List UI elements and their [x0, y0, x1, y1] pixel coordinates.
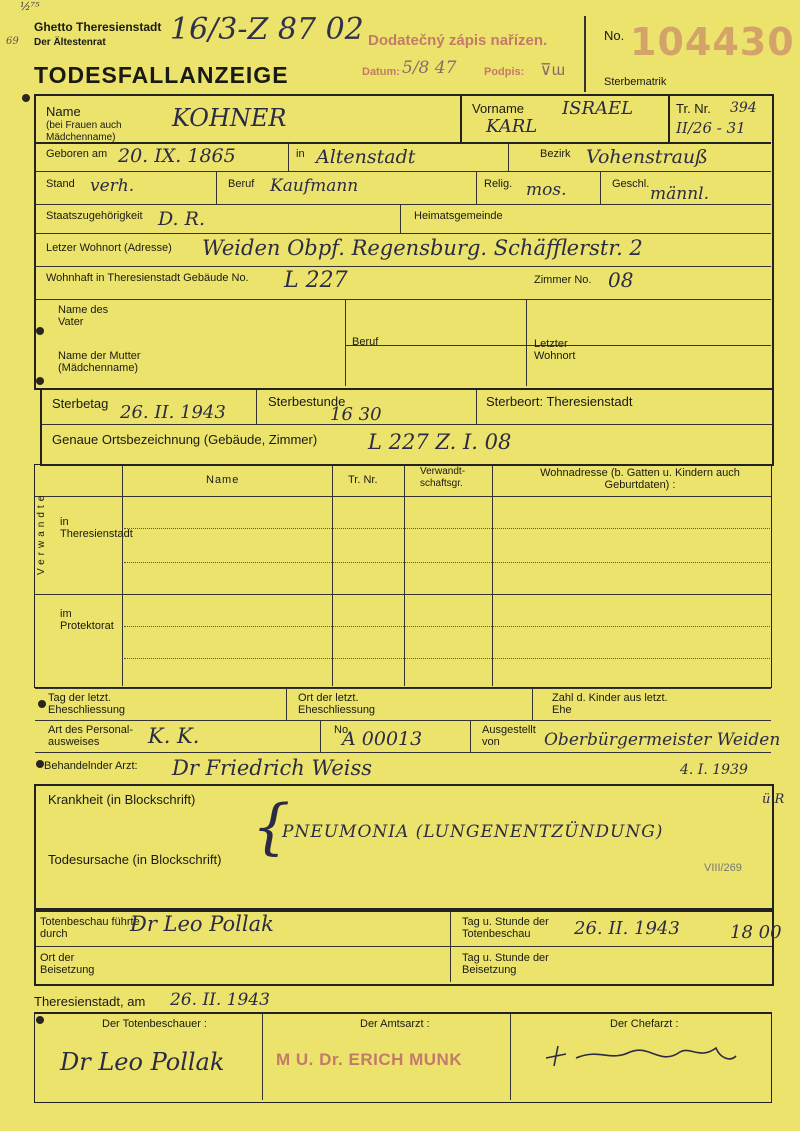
- relig-label: Relig.: [484, 178, 513, 190]
- marriage-date-label: Tag der letzt. Eheschliessung: [48, 692, 126, 716]
- examination-date-value: 26. II. 1943: [574, 918, 680, 939]
- stand-label: Stand: [46, 178, 75, 190]
- treating-doctor-value: Dr Friedrich Weiss: [172, 756, 373, 780]
- todesursache-label: Todesursache (in Blockschrift): [48, 852, 222, 867]
- examiner-signature: Dr Leo Pollak: [60, 1048, 225, 1076]
- burial-time-label: Tag u. Stunde der Beisetzung: [462, 952, 549, 976]
- chefarzt-signature: [540, 1036, 740, 1076]
- registry-number-stamp: 104430: [630, 20, 795, 64]
- amtsarzt-label: Der Amtsarzt :: [360, 1018, 430, 1030]
- zimmer-label: Zimmer No.: [534, 274, 592, 286]
- col-name-header: Name: [206, 474, 240, 486]
- place-date-label: Theresienstadt, am: [34, 994, 146, 1009]
- id-number-value: A 00013: [342, 728, 423, 750]
- bezirk-label: Bezirk: [540, 148, 571, 160]
- trnr-value-1: 394: [730, 100, 757, 116]
- group-protektorat: im Protektorat: [60, 608, 114, 632]
- beruf-value: Kaufmann: [270, 176, 359, 196]
- relig-value: mos.: [526, 180, 567, 200]
- margin-note: ü R: [762, 792, 785, 807]
- chefarzt-label: Der Chefarzt :: [610, 1018, 679, 1030]
- id-issue-date: 4. I. 1939: [680, 762, 748, 778]
- group-theresienstadt: in Theresienstadt: [60, 516, 133, 540]
- sterbetag-label: Sterbetag: [52, 396, 109, 411]
- examination-time-label: Tag u. Stunde der Totenbeschau: [462, 916, 549, 940]
- handwritten-reference-number: 16/3-Z 87 02: [170, 12, 364, 47]
- wohnhaft-label: Wohnhaft in Theresienstadt Gebäude No.: [46, 272, 249, 284]
- vorname-value-2: KARL: [486, 116, 538, 137]
- wohnhaft-value: L 227: [284, 268, 348, 293]
- stamp-datum-value: 5/8 47: [402, 58, 457, 78]
- stand-value: verh.: [90, 176, 135, 196]
- zimmer-value: 08: [608, 268, 634, 292]
- mutter-label: Name der Mutter (Mädchenname): [58, 350, 141, 374]
- sterbeort-label: Sterbeort: Theresienstadt: [486, 394, 633, 409]
- no-label: No.: [604, 28, 625, 43]
- punch-hole: [22, 94, 30, 102]
- name-sub-label: (bei Frauen auch Mädchenname): [46, 120, 122, 143]
- marriage-place-label: Ort der letzt. Eheschliessung: [298, 692, 376, 716]
- col-wohnadresse-header: Wohnadresse (b. Gatten u. Kindern auch Geburtdaten) :: [540, 467, 740, 491]
- stamp-datum-label: Datum:: [362, 66, 400, 78]
- birthplace-value: Altenstadt: [316, 146, 416, 168]
- beruf-label: Beruf: [228, 178, 255, 190]
- staat-value: D. R.: [158, 208, 205, 230]
- pencil-note: VIII/269: [704, 862, 742, 874]
- sterbestunde-value: 16 30: [330, 404, 382, 425]
- children-count-label: Zahl d. Kinder aus letzt. Ehe: [552, 692, 668, 716]
- corner-mark-2: 69: [6, 36, 19, 47]
- beruf2-label: Beruf: [352, 336, 379, 348]
- punch-hole: [36, 760, 44, 768]
- vater-label: Name des Vater: [58, 304, 109, 328]
- vorname-label: Vorname: [472, 101, 525, 116]
- sterbestunde-label: Sterbestunde: [268, 394, 346, 409]
- in-label: in: [296, 148, 305, 160]
- wohnort-label: Letzer Wohnort (Adresse): [46, 242, 172, 254]
- bezirk-value: Vohenstrauß: [586, 146, 708, 168]
- death-details-section: [40, 388, 774, 466]
- issued-by-label: Ausgestellt von: [482, 724, 536, 748]
- page-title: TODESFALLANZEIGE: [34, 62, 289, 88]
- geschl-label: Geschl.: [612, 178, 650, 190]
- vorname-value-1: ISRAEL: [562, 98, 634, 119]
- amtsarzt-stamp: M U. Dr. ERICH MUNK: [276, 1050, 463, 1069]
- krankheit-label: Krankheit (in Blockschrift): [48, 792, 196, 807]
- geschl-value: männl.: [650, 184, 709, 204]
- verwandte-side-label: Verwandte: [36, 491, 47, 575]
- name-label: Name: [46, 104, 81, 119]
- burial-place-label: Ort der Beisetzung: [40, 952, 95, 976]
- id-type-label: Art des Personal-ausweises: [48, 724, 133, 748]
- punch-hole: [38, 700, 46, 708]
- trnr-value-2: II/26 - 31: [676, 119, 746, 137]
- col-verwandt-header: Verwandt-schaftsgr.: [420, 466, 466, 489]
- treating-doctor-label: Behandelnder Arzt:: [44, 760, 138, 772]
- org-name: Ghetto Theresienstadt: [34, 20, 162, 34]
- stamp-addendum: Dodatečný zápis nařízen.: [368, 32, 548, 49]
- wohnort-value: Weiden Obpf. Regensburg. Schäfflerstr. 2: [202, 236, 643, 260]
- geboren-value: 20. IX. 1865: [118, 145, 236, 167]
- col-trnr-header: Tr. Nr.: [348, 474, 378, 486]
- corner-mark: ½⁷⁵: [20, 0, 40, 13]
- sterbetag-value: 26. II. 1943: [120, 402, 226, 423]
- staat-label: Staatszugehörigkeit: [46, 210, 143, 222]
- id-number-label: No: [334, 724, 349, 736]
- bracket-mark: {: [252, 792, 291, 862]
- ortsbezeichnung-label: Genaue Ortsbezeichnung (Gebäude, Zimmer): [52, 432, 318, 447]
- ortsbezeichnung-value: L 227 Z. I. 08: [368, 430, 512, 454]
- surname-value: KOHNER: [172, 104, 287, 132]
- krankheit-value: PNEUMONIA (LUNGENENTZÜNDUNG): [282, 822, 664, 842]
- matrik-label: Sterbematrik: [604, 76, 667, 88]
- examiner-label: Totenbeschau führte durch: [40, 916, 140, 940]
- heimat-label: Heimatsgemeinde: [414, 210, 503, 222]
- place-date-value: 26. II. 1943: [170, 990, 270, 1010]
- issued-by-value: Oberbürgermeister Weiden: [544, 730, 781, 750]
- examiner-value: Dr Leo Pollak: [130, 912, 274, 936]
- letzter-wohnort-label: Letzter Wohnort: [534, 338, 576, 362]
- stamp-signature-mark: ⊽ɯ: [540, 62, 566, 79]
- relatives-table: [34, 464, 772, 688]
- org-subtitle: Der Ältestenrat: [34, 37, 106, 48]
- id-type-value: K. K.: [148, 724, 200, 748]
- stamp-podpis-label: Podpis:: [484, 66, 525, 78]
- trnr-label: Tr. Nr.: [676, 101, 711, 116]
- geboren-label: Geboren am: [46, 148, 108, 160]
- examination-hour-value: 18 00: [730, 922, 782, 943]
- examiner-signature-label: Der Totenbeschauer :: [102, 1018, 207, 1030]
